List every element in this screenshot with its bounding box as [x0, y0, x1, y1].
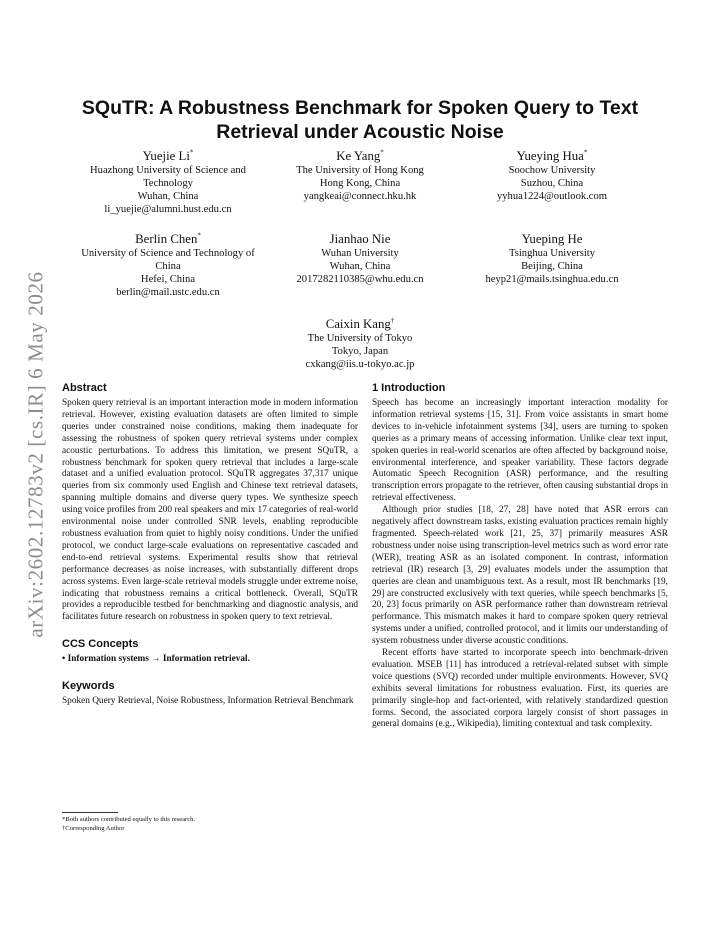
author-location: Tokyo, Japan	[331, 346, 389, 357]
author-name: Jianhao Nie	[329, 232, 391, 246]
author-name: Caixin Kang	[325, 317, 391, 331]
abstract-heading: Abstract	[62, 382, 107, 394]
author-name: Yueying Hua	[516, 149, 584, 163]
author-location: Beijing, China	[521, 261, 583, 272]
author-affiliation: Huazhong University of Science and Technology	[90, 165, 246, 189]
keywords-text: Spoken Query Retrieval, Noise Robustness, Information Retrieval Benchmark	[62, 696, 354, 707]
author-email: heyp21@mails.tsinghua.edu.cn	[485, 274, 619, 285]
author-mark: *	[189, 148, 194, 157]
author-email: yyhua1224@outlook.com	[496, 191, 608, 202]
intro-paragraph: Although prior studies [18, 27, 28] have noted that ASR errors can negatively affect downstream tasks, existing evaluation practices remain highly fragmented. Speech-related work [21, 25, 37] primarily measures ASR robustness under noise using transcription-level metrics such as word error rate (WER), treating ASR as an isolated component. In contrast, information retrieval (IR) research [3, 29] evaluates models under the assumption that queries are clean and unambiguous text. As a result, most IR benchmarks [19, 29] are constructed exclusively with text queries, while speech benchmarks [5, 20, 23] focus primarily on ASR performance rather than downstream retrieval performance. This mismatch makes it hard to compare spoken query retrieval systems under a unified, controlled protocol, and it limits our understanding of system robustness under diverse acoustic conditions.	[372, 505, 668, 647]
author-block	[272, 316, 448, 371]
author-block	[464, 231, 640, 286]
author-block	[272, 148, 448, 203]
author-email: 2017282110385@whu.edu.cn	[296, 274, 424, 285]
author-affiliation: Tsinghua University	[508, 248, 596, 259]
author-name: Berlin Chen	[135, 232, 198, 246]
author-location: Hong Kong, China	[319, 178, 401, 189]
author-affiliation: Wuhan University	[321, 248, 399, 259]
arxiv-identifier: arXiv:2602.12783v2 [cs.IR] 6 May 2026	[23, 270, 48, 638]
right-column	[372, 382, 668, 731]
author-location: Suzhou, China	[520, 178, 584, 189]
author-email: berlin@mail.ustc.edu.cn	[116, 287, 220, 298]
author-block	[464, 148, 640, 203]
footnote-corresponding: †Corresponding Author	[62, 825, 125, 832]
author-name: Ke Yang	[336, 149, 381, 163]
author-location: Hefei, China	[140, 274, 196, 285]
keywords-heading: Keywords	[62, 680, 115, 693]
author-location: Wuhan, China	[329, 261, 391, 272]
author-location: Wuhan, China	[137, 191, 199, 202]
author-block	[70, 231, 266, 299]
author-block	[272, 231, 448, 286]
author-affiliation: University of Science and Technology of China	[81, 248, 255, 272]
author-mark: *	[197, 231, 201, 240]
author-affiliation: The University of Hong Kong	[296, 165, 424, 176]
author-email: yangkeai@connect.hku.hk	[303, 191, 417, 202]
author-mark: †	[390, 316, 395, 325]
intro-paragraph: Speech has become an increasingly important interaction modality for information retrieval systems [15, 31]. From voice assistants in smart home devices to in-vehicle infotainment systems [34], users are turning to spoken queries as a primary means of accessing information. Unlike clear text input, spoken queries in real-world scenarios are often affected by background noise, environmental interference, and speaker variability. These factors degrade Automatic Speech Recognition (ASR) performance, and the resulting transcription errors propagate to the retriever, often causing substantial drops in retrieval effectiveness.	[372, 398, 668, 504]
author-mark: *	[380, 148, 384, 157]
author-name: Yuejie Li	[142, 149, 190, 163]
author-mark: *	[583, 148, 588, 157]
author-affiliation: Soochow University	[508, 165, 596, 176]
author-block	[70, 148, 266, 216]
ccs-heading: CCS Concepts	[62, 638, 139, 651]
paper-title: SQuTR: A Robustness Benchmark for Spoken Query to Text Retrieval under Acoustic Noise	[81, 97, 639, 143]
intro-paragraph: Recent efforts have started to incorporate speech into benchmark-driven evaluation. MSEB [11] has introduced a retrieval-related subset with simple voice questions (SVQ) recorded under multiple environments. However, SVQ exhibits several limitations for robustness evaluation. First, its queries are primarily single-hop and fact-oriented, with relatively standardized question forms. Second, the associated corpora largely consist of short passages in general domains (e.g., Wikipedia), limiting contextual and task complexity.	[372, 648, 668, 730]
author-email: cxkang@iis.u-tokyo.ac.jp	[305, 359, 415, 370]
abstract-text: Spoken query retrieval is an important interaction mode in modern information retrieval. However, existing evaluation datasets are often limited to simple queries under constrained noise conditions, making them inadequate for assessing the robustness of spoken query retrieval systems under complex acoustic perturbations. To address this limitation, we present SQuTR, a robustness benchmark for spoken query retrieval that includes a large-scale dataset and a unified evaluation protocol. SQuTR aggregates 37,317 unique queries from six commonly used English and Chinese text retrieval datasets, spanning multiple domains and diverse query types. We synthesize speech using voice profiles from 200 real speakers and mix 17 categories of real-world environmental noise under controlled SNR levels, enabling reproducible robustness evaluation from quiet to highly noisy conditions. Under the unified protocol, we conduct large-scale evaluations on representative cascaded and end-to-end retrieval systems. Experimental results show that retrieval performance decreases as noise increases, with substantially different drops across systems. Even large-scale retrieval models struggle under extreme noise, indicating that robustness remains a critical bottleneck. Overall, SQuTR provides a reproducible testbed for benchmarking and diagnostic analysis, and facilitates future research on robustness in spoken query to text retrieval.	[62, 398, 358, 623]
left-column	[62, 382, 358, 708]
author-name: Yueping He	[521, 232, 583, 246]
footnote-equal-contribution: *Both authors contributed equally to this research.	[62, 816, 196, 823]
introduction-heading: 1 Introduction	[372, 382, 446, 394]
author-affiliation: The University of Tokyo	[307, 333, 413, 344]
author-email: li_yuejie@alumni.hust.edu.cn	[104, 204, 232, 215]
ccs-text: • Information systems → Information retrieval.	[62, 654, 250, 665]
footnote-rule	[62, 812, 118, 813]
